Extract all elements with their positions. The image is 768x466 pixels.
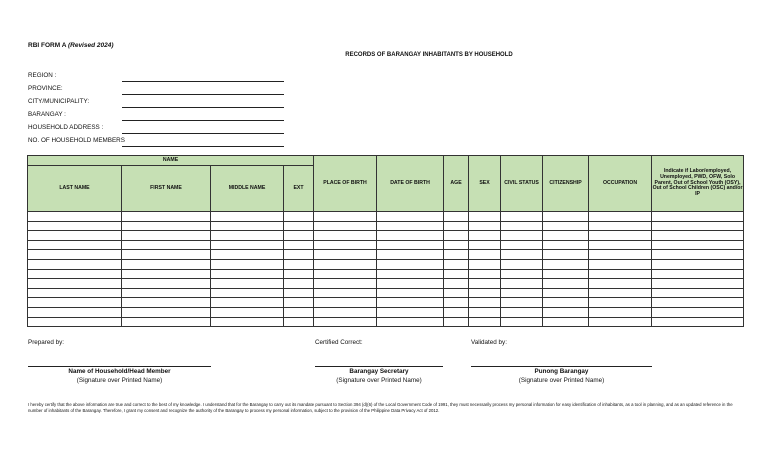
status-indicator-cell[interactable] — [652, 212, 744, 222]
civil-status-cell[interactable] — [501, 221, 543, 231]
occupation-cell[interactable] — [589, 212, 652, 222]
citizenship-cell[interactable] — [543, 279, 589, 289]
form-code — [28, 42, 114, 49]
first-name-cell[interactable] — [122, 298, 211, 308]
place-of-birth-header: PLACE OF BIRTH — [314, 156, 377, 212]
ext-cell[interactable] — [284, 317, 314, 327]
form-revision: (Revised 2024) — [67, 42, 114, 49]
last-name-cell[interactable] — [28, 279, 122, 289]
place-of-birth-cell[interactable] — [314, 212, 377, 222]
ext-cell[interactable] — [284, 212, 314, 222]
ext-cell[interactable] — [284, 269, 314, 279]
middle-name-cell[interactable] — [211, 259, 284, 269]
status-indicator-cell[interactable] — [652, 269, 744, 279]
punong-sub: (Signature over Printed Name) — [518, 377, 605, 384]
table-body — [28, 212, 744, 327]
first-name-cell[interactable] — [122, 307, 211, 317]
head-signature-line[interactable] — [28, 366, 211, 367]
ext-cell[interactable] — [284, 231, 314, 241]
middle-name-cell[interactable] — [211, 231, 284, 241]
last-name-cell[interactable] — [28, 269, 122, 279]
page-title: RECORDS OF BARANGAY INHABITANTS BY HOUSEHOLD — [345, 52, 513, 58]
occupation-cell[interactable] — [589, 307, 652, 317]
sex-cell[interactable] — [469, 288, 501, 298]
last-name-cell[interactable] — [28, 240, 122, 250]
date-of-birth-cell[interactable] — [377, 212, 444, 222]
sex-cell[interactable] — [469, 221, 501, 231]
first-name-cell[interactable] — [122, 240, 211, 250]
citizenship-cell[interactable] — [543, 298, 589, 308]
age-cell[interactable] — [444, 279, 469, 289]
age-cell[interactable] — [444, 288, 469, 298]
date-of-birth-cell[interactable] — [377, 231, 444, 241]
occupation-cell[interactable] — [589, 288, 652, 298]
place-of-birth-cell[interactable] — [314, 259, 377, 269]
first-name-cell[interactable] — [122, 288, 211, 298]
citizenship-cell[interactable] — [543, 240, 589, 250]
members-field[interactable] — [122, 146, 284, 147]
ext-cell[interactable] — [284, 250, 314, 260]
civil-status-cell[interactable] — [501, 250, 543, 260]
middle-name-cell[interactable] — [211, 212, 284, 222]
middle-name-header: MIDDLE NAME — [211, 166, 284, 212]
citizenship-cell[interactable] — [543, 259, 589, 269]
last-name-cell[interactable] — [28, 298, 122, 308]
first-name-header: FIRST NAME — [122, 166, 211, 212]
ext-cell[interactable] — [284, 307, 314, 317]
last-name-cell[interactable] — [28, 221, 122, 231]
occupation-cell[interactable] — [589, 250, 652, 260]
occupation-cell[interactable] — [589, 231, 652, 241]
place-of-birth-cell[interactable] — [314, 317, 377, 327]
date-of-birth-cell[interactable] — [377, 288, 444, 298]
sex-cell[interactable] — [469, 298, 501, 308]
date-of-birth-cell[interactable] — [377, 307, 444, 317]
age-cell[interactable] — [444, 317, 469, 327]
citizenship-cell[interactable] — [543, 269, 589, 279]
age-cell[interactable] — [444, 221, 469, 231]
table-row — [28, 288, 744, 298]
punong-name: Punong Barangay — [534, 368, 589, 375]
first-name-cell[interactable] — [122, 259, 211, 269]
age-cell[interactable] — [444, 269, 469, 279]
place-of-birth-cell[interactable] — [314, 231, 377, 241]
barangay-label: BARANGAY : — [28, 111, 66, 118]
civil-status-cell[interactable] — [501, 259, 543, 269]
table-row — [28, 298, 744, 308]
middle-name-cell[interactable] — [211, 298, 284, 308]
date-of-birth-cell[interactable] — [377, 279, 444, 289]
last-name-cell[interactable] — [28, 231, 122, 241]
table-row — [28, 250, 744, 260]
occupation-cell[interactable] — [589, 221, 652, 231]
civil-status-cell[interactable] — [501, 307, 543, 317]
age-cell[interactable] — [444, 259, 469, 269]
head-signatory-name: Name of Household/Head Member — [68, 368, 171, 375]
table-row — [28, 279, 744, 289]
date-of-birth-cell[interactable] — [377, 250, 444, 260]
last-name-cell[interactable] — [28, 212, 122, 222]
table-row — [28, 317, 744, 327]
table-row — [28, 307, 744, 317]
table-row — [28, 231, 744, 241]
civil-status-cell[interactable] — [501, 240, 543, 250]
status-indicator-cell[interactable] — [652, 250, 744, 260]
date-of-birth-cell[interactable] — [377, 317, 444, 327]
certified-correct-label: Certified Correct: — [315, 339, 363, 346]
last-name-cell[interactable] — [28, 317, 122, 327]
form-code-text: RBI FORM A — [28, 42, 67, 49]
sex-cell[interactable] — [469, 317, 501, 327]
age-cell[interactable] — [444, 231, 469, 241]
name-group-header: NAME — [28, 156, 314, 166]
prepared-by-label: Prepared by: — [28, 339, 65, 346]
ext-cell[interactable] — [284, 240, 314, 250]
place-of-birth-cell[interactable] — [314, 250, 377, 260]
occupation-cell[interactable] — [589, 298, 652, 308]
age-header: AGE — [444, 156, 469, 212]
secretary-name: Barangay Secretary — [349, 368, 409, 375]
ext-cell[interactable] — [284, 298, 314, 308]
date-of-birth-cell[interactable] — [377, 240, 444, 250]
sex-cell[interactable] — [469, 269, 501, 279]
citizenship-cell[interactable] — [543, 250, 589, 260]
civil-status-header: CIVIL STATUS — [501, 156, 543, 212]
middle-name-cell[interactable] — [211, 269, 284, 279]
date-of-birth-cell[interactable] — [377, 259, 444, 269]
first-name-cell[interactable] — [122, 317, 211, 327]
inhabitants-table — [27, 155, 744, 327]
status-indicator-cell[interactable] — [652, 288, 744, 298]
secretary-sub: (Signature over Printed Name) — [336, 377, 422, 384]
sex-cell[interactable] — [469, 212, 501, 222]
table-row — [28, 221, 744, 231]
place-of-birth-cell[interactable] — [314, 288, 377, 298]
status-indicator-cell[interactable] — [652, 231, 744, 241]
civil-status-cell[interactable] — [501, 212, 543, 222]
first-name-cell[interactable] — [122, 231, 211, 241]
occupation-cell[interactable] — [589, 240, 652, 250]
sex-cell[interactable] — [469, 259, 501, 269]
head-signatory-sub: (Signature over Printed Name) — [76, 377, 163, 384]
place-of-birth-cell[interactable] — [314, 221, 377, 231]
secretary-signature-line[interactable] — [315, 366, 443, 367]
status-indicator-cell[interactable] — [652, 259, 744, 269]
validated-by-label: Validated by: — [471, 339, 507, 346]
sex-cell[interactable] — [469, 279, 501, 289]
citizenship-cell[interactable] — [543, 212, 589, 222]
citizenship-header: CITIZENSHIP — [543, 156, 589, 212]
civil-status-cell[interactable] — [501, 288, 543, 298]
citizenship-cell[interactable] — [543, 221, 589, 231]
ext-cell[interactable] — [284, 221, 314, 231]
citizenship-cell[interactable] — [543, 288, 589, 298]
status-indicator-cell[interactable] — [652, 279, 744, 289]
occupation-header: OCCUPATION — [589, 156, 652, 212]
civil-status-cell[interactable] — [501, 317, 543, 327]
occupation-cell[interactable] — [589, 317, 652, 327]
status-indicator-cell[interactable] — [652, 317, 744, 327]
ext-header: EXT — [284, 166, 314, 212]
occupation-cell[interactable] — [589, 259, 652, 269]
first-name-cell[interactable] — [122, 279, 211, 289]
province-field[interactable] — [122, 94, 284, 95]
last-name-cell[interactable] — [28, 307, 122, 317]
status-indicator-header: Indicate if Labor/employed, Unemployed, PWD, OFW, Solo Parent, Out of School Youth (OSY), Out of School Children (OSC) and/or IP — [652, 156, 744, 212]
middle-name-cell[interactable] — [211, 317, 284, 327]
table-row — [28, 269, 744, 279]
civil-status-cell[interactable] — [501, 298, 543, 308]
place-of-birth-cell[interactable] — [314, 279, 377, 289]
punong-signature-line[interactable] — [471, 366, 652, 367]
certification-statement: I hereby certify that the above information are true and correct to the best of my knowledge. I understand that for the Barangay to carry out its mandate pursuant to Section 394 (d)(6) of the Local Government Code of 1991, they must necessarily process my personal information for easy identification of inhabitants, as a tool in planning, and as an updated reference in the number of inhabitants of the Barangay. Therefore, I grant my consent and recognize the authority of the Barangay to process my personal information, subject to the provision of the Philippine Data Privacy Act of 2012. — [28, 402, 733, 414]
date-of-birth-header: DATE OF BIRTH — [377, 156, 444, 212]
age-cell[interactable] — [444, 250, 469, 260]
status-indicator-cell[interactable] — [652, 307, 744, 317]
table-row — [28, 240, 744, 250]
region-field[interactable] — [122, 81, 284, 82]
middle-name-cell[interactable] — [211, 240, 284, 250]
province-label: PROVINCE: — [28, 85, 63, 92]
status-indicator-cell[interactable] — [652, 240, 744, 250]
table-row — [28, 212, 744, 222]
citizenship-cell[interactable] — [543, 317, 589, 327]
citizenship-cell[interactable] — [543, 307, 589, 317]
age-cell[interactable] — [444, 307, 469, 317]
civil-status-cell[interactable] — [501, 269, 543, 279]
place-of-birth-cell[interactable] — [314, 298, 377, 308]
citizenship-cell[interactable] — [543, 231, 589, 241]
address-field[interactable] — [122, 133, 284, 134]
region-label: REGION : — [28, 72, 57, 79]
date-of-birth-cell[interactable] — [377, 298, 444, 308]
first-name-cell[interactable] — [122, 221, 211, 231]
middle-name-cell[interactable] — [211, 221, 284, 231]
civil-status-cell[interactable] — [501, 231, 543, 241]
middle-name-cell[interactable] — [211, 288, 284, 298]
ext-cell[interactable] — [284, 259, 314, 269]
barangay-field[interactable] — [122, 120, 284, 121]
sex-cell[interactable] — [469, 307, 501, 317]
sex-cell[interactable] — [469, 240, 501, 250]
last-name-cell[interactable] — [28, 288, 122, 298]
date-of-birth-cell[interactable] — [377, 269, 444, 279]
members-label: NO. OF HOUSEHOLD MEMBERS — [28, 137, 125, 144]
place-of-birth-cell[interactable] — [314, 240, 377, 250]
middle-name-cell[interactable] — [211, 250, 284, 260]
date-of-birth-cell[interactable] — [377, 221, 444, 231]
last-name-cell[interactable] — [28, 259, 122, 269]
status-indicator-cell[interactable] — [652, 298, 744, 308]
first-name-cell[interactable] — [122, 250, 211, 260]
place-of-birth-cell[interactable] — [314, 269, 377, 279]
ext-cell[interactable] — [284, 279, 314, 289]
ext-cell[interactable] — [284, 288, 314, 298]
status-indicator-cell[interactable] — [652, 221, 744, 231]
city-field[interactable] — [122, 107, 284, 108]
age-cell[interactable] — [444, 298, 469, 308]
middle-name-cell[interactable] — [211, 279, 284, 289]
place-of-birth-cell[interactable] — [314, 307, 377, 317]
middle-name-cell[interactable] — [211, 307, 284, 317]
first-name-cell[interactable] — [122, 269, 211, 279]
occupation-cell[interactable] — [589, 269, 652, 279]
address-label: HOUSEHOLD ADDRESS : — [28, 124, 104, 131]
sex-header: SEX — [469, 156, 501, 212]
civil-status-cell[interactable] — [501, 279, 543, 289]
age-cell[interactable] — [444, 212, 469, 222]
last-name-header: LAST NAME — [28, 166, 122, 212]
table-row — [28, 259, 744, 269]
sex-cell[interactable] — [469, 231, 501, 241]
last-name-cell[interactable] — [28, 250, 122, 260]
occupation-cell[interactable] — [589, 279, 652, 289]
first-name-cell[interactable] — [122, 212, 211, 222]
age-cell[interactable] — [444, 240, 469, 250]
city-label: CITY/MUNICIPALITY: — [28, 98, 90, 105]
sex-cell[interactable] — [469, 250, 501, 260]
